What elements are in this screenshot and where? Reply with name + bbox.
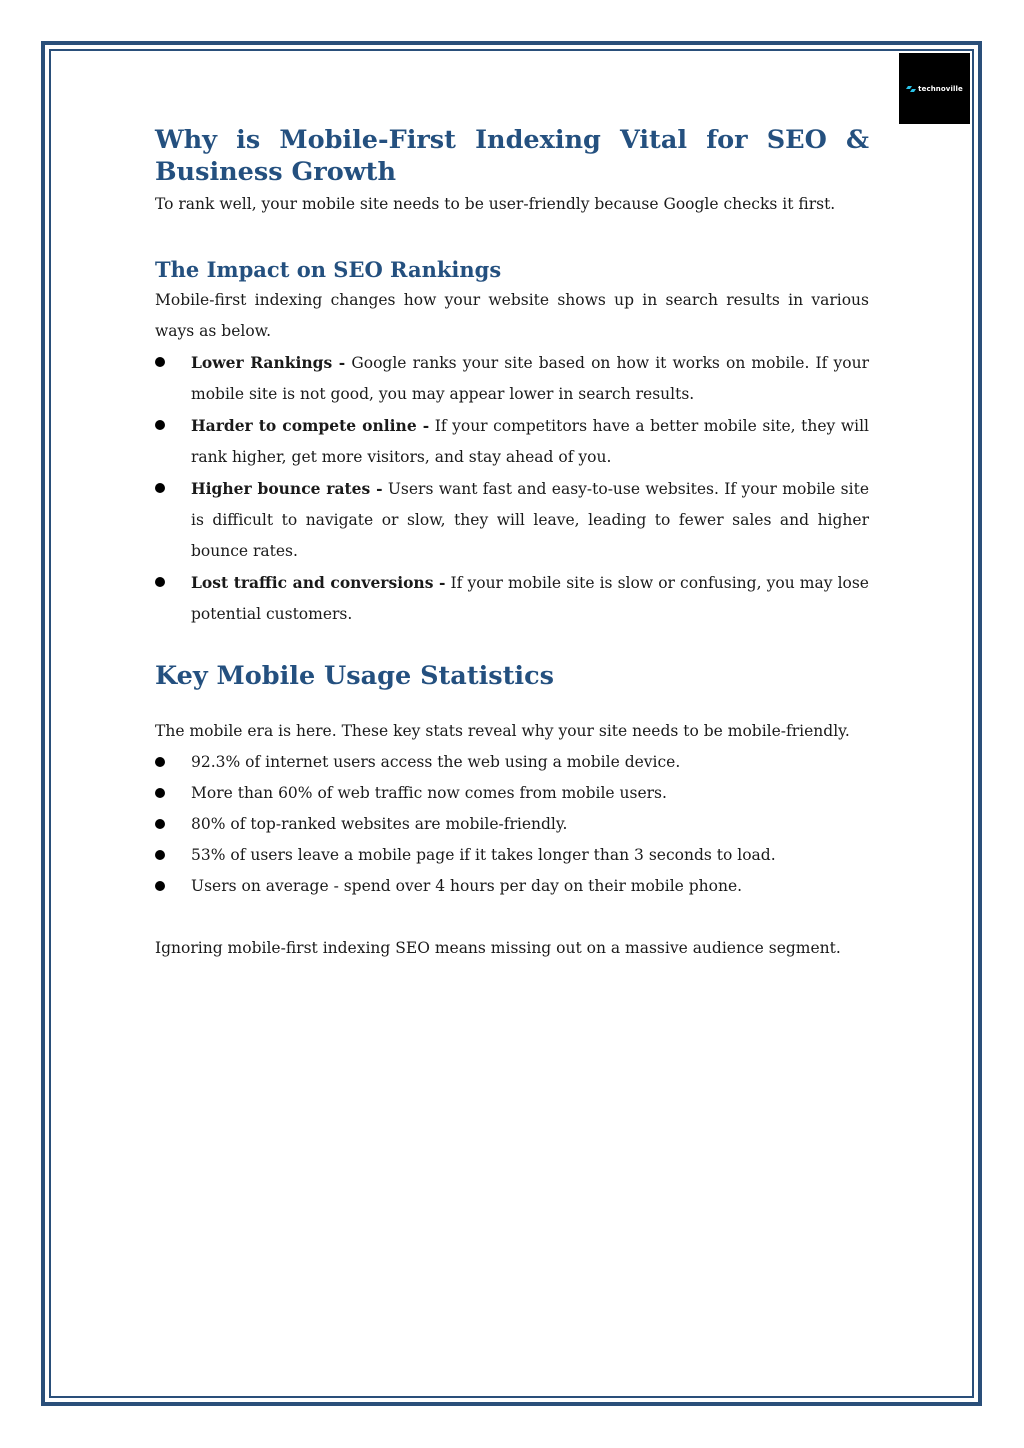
list-item-term: Lower Rankings - xyxy=(191,353,346,372)
list-item xyxy=(155,747,869,778)
list-item-term: Harder to compete online - xyxy=(191,416,430,435)
list-item-text: If your mobile site is slow or confusing, you may lose potential customers. xyxy=(191,574,869,623)
technoville-logo-icon xyxy=(906,86,916,92)
list-item xyxy=(155,871,869,902)
seo-rankings-intro: Mobile-first indexing changes how your website shows up in search results in various ways as below. xyxy=(155,291,869,340)
seo-rankings-heading: The Impact on SEO Rankings xyxy=(155,257,502,282)
list-item-text: 80% of top-ranked websites are mobile-friendly. xyxy=(191,815,568,833)
bullet-icon xyxy=(155,357,165,367)
list-item xyxy=(155,410,869,473)
list-item-term: Lost traffic and conversions - xyxy=(191,573,446,592)
logo-text: technoville xyxy=(918,84,963,93)
bullet-icon xyxy=(155,850,165,860)
intro-paragraph: To rank well, your mobile site needs to be user-friendly because Google checks it first. xyxy=(155,195,836,213)
statistics-list xyxy=(155,747,869,902)
bullet-icon xyxy=(155,757,165,767)
main-title: Why is Mobile-First Indexing Vital for SEO & Business Growth xyxy=(155,125,869,187)
list-item xyxy=(155,567,869,630)
statistics-heading: Key Mobile Usage Statistics xyxy=(155,661,554,691)
list-item xyxy=(155,840,869,871)
seo-impact-list xyxy=(155,347,869,630)
list-item xyxy=(155,778,869,809)
list-item xyxy=(155,347,869,410)
bullet-icon xyxy=(155,483,165,493)
bullet-icon xyxy=(155,819,165,829)
list-item-text: 92.3% of internet users access the web using a mobile device. xyxy=(191,753,681,771)
conclusion-paragraph: Ignoring mobile-first indexing SEO means missing out on a massive audience segment. xyxy=(155,939,841,957)
list-item xyxy=(155,473,869,567)
bullet-icon xyxy=(155,788,165,798)
list-item-text: 53% of users leave a mobile page if it takes longer than 3 seconds to load. xyxy=(191,846,776,864)
list-item-text: More than 60% of web traffic now comes from mobile users. xyxy=(191,784,667,802)
bullet-icon xyxy=(155,577,165,587)
list-item xyxy=(155,809,869,840)
bullet-icon xyxy=(155,420,165,430)
list-item-term: Higher bounce rates - xyxy=(191,479,383,498)
document-content xyxy=(155,124,869,964)
list-item-text: Google ranks your site based on how it works on mobile. If your mobile site is not good, you may appear lower in search results. xyxy=(191,354,869,403)
list-item-text: Users on average - spend over 4 hours per day on their mobile phone. xyxy=(191,877,743,895)
statistics-intro: The mobile era is here. These key stats reveal why your site needs to be mobile-friendly. xyxy=(155,722,850,740)
list-item-text: Users want fast and easy-to-use websites. If your mobile site is difficult to navigate or slow, they will leave, leading to fewer sales and higher bounce rates. xyxy=(191,480,869,560)
technoville-logo xyxy=(899,53,970,124)
list-item-text: If your competitors have a better mobile site, they will rank higher, get more visitors, and stay ahead of you. xyxy=(191,417,869,466)
bullet-icon xyxy=(155,881,165,891)
